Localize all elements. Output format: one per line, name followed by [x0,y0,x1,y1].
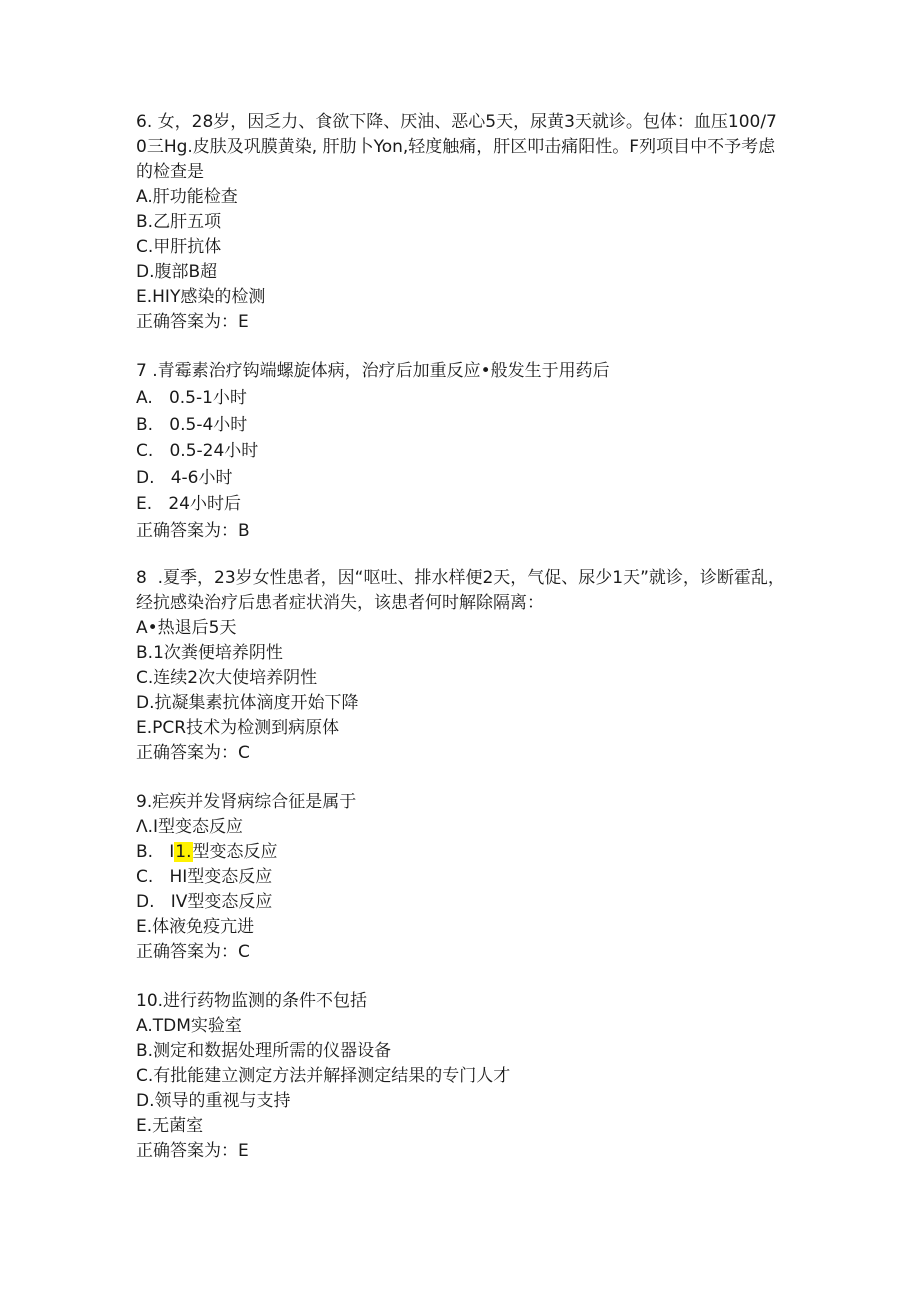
option-e: E. 24小时后 [136,494,241,514]
option-c: C. 0.5-24小时 [136,441,259,461]
question-stem: 10.进行药物监测的条件不包括 [136,991,368,1011]
option-d: D. 4-6小时 [136,467,233,488]
option-c: C.连续2次大使培养阴性 [136,668,318,688]
option-d: D. IV型变态反应 [136,892,273,912]
option-e: E.PCR技术为检测到病原体 [136,718,340,738]
option-d: D.领导的重视与支持 [136,1091,291,1111]
question-stem: 7 .青霉素治疗钩端螺旋体病，治疗后加重反应•般发生于用药后 [136,361,610,381]
option-b-text: 型变态反应 [192,842,278,862]
correct-answer: 正确答案为：E [136,312,249,332]
option-e: E.体液免疫亢进 [136,917,255,937]
option-a: Λ.I型变态反应 [136,817,244,837]
question-stem: 9.疟疾并发肾病综合征是属于 [136,792,357,812]
option-b: B.测定和数据处理所需的仪器设备 [136,1041,392,1061]
question-stem: 6. 女，28岁，因乏力、食欲下降、厌油、恶心5天，尿黄3天就诊。包体：血压100/70三Hg.皮肤及巩膜黄染, 肝肋卜Yon,轻度触痛，肝区叩击痛阳性。F列项目中不予考虑的检查是 [136,112,777,182]
option-b [136,840,786,865]
question-8 [136,566,786,766]
option-d: D.腹部B超 [136,262,218,282]
document-page [136,110,786,1186]
correct-answer: 正确答案为：C [136,942,250,962]
question-7 [136,359,786,544]
question-9 [136,790,786,965]
option-c: C.甲肝抗体 [136,237,222,257]
correct-answer: 正确答案为：C [136,743,250,763]
option-e: E.HIY感染的检测 [136,287,266,307]
question-stem: 8 .夏季，23岁女性患者，因“呕吐、排水样便2天，气促、尿少1天”就诊，诊断霍乱，经抗感染治疗后患者症状消失，该患者何时解除隔离： [136,568,785,613]
option-a: A•热退后5天 [136,618,237,638]
option-e: E.无菌室 [136,1116,204,1136]
option-a: A.肝功能检查 [136,187,238,207]
option-b-prefix: B. I [136,842,175,862]
question-6 [136,110,786,335]
option-c: C. HI型变态反应 [136,867,273,887]
option-c: C.有批能建立测定方法并解择测定结果的专门人才 [136,1066,511,1086]
option-a: A. 0.5-1小时 [136,388,247,408]
option-a: A.TDM实验室 [136,1016,242,1036]
option-b: B.1次粪便培养阴性 [136,643,283,663]
highlighted-text: 1. [175,842,192,862]
option-d: D.抗凝集素抗体滴度开始下降 [136,693,359,713]
correct-answer: 正确答案为：E [136,1141,249,1161]
option-b: B.乙肝五项 [136,212,222,232]
question-10 [136,989,786,1164]
correct-answer: 正确答案为：B [136,520,250,541]
option-b: B. 0.5-4小时 [136,414,248,435]
